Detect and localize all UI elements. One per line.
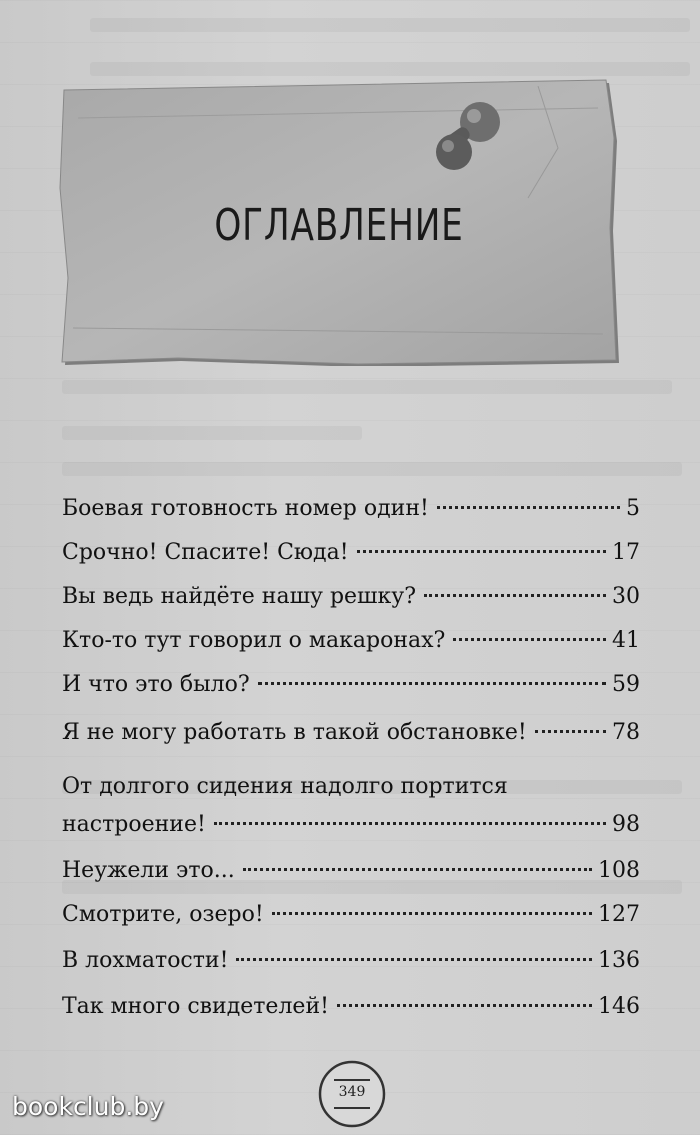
toc-item[interactable]: [62, 946, 640, 976]
toc-item-page: 5: [626, 496, 640, 521]
leader-dots: [437, 505, 620, 509]
toc-item-page: 98: [612, 812, 640, 837]
toc-item-title: Вы ведь найдёте нашу решку?: [62, 584, 416, 609]
leader-dots: [424, 593, 606, 597]
toc-item-page: 59: [612, 672, 640, 697]
toc-item-page: 30: [612, 584, 640, 609]
show-through-line: [90, 62, 690, 76]
toc-item-title: Так много свидетелей!: [62, 994, 329, 1019]
toc-item[interactable]: [62, 670, 640, 700]
toc-item-title: Срочно! Спасите! Сюда!: [62, 540, 349, 565]
toc-item-title: От долгого сидения надолго портится: [62, 774, 508, 799]
toc-item-title: Неужели это...: [62, 858, 235, 883]
leader-dots: [243, 867, 592, 871]
toc-item-title: Боевая готовность номер один!: [62, 496, 429, 521]
toc-item[interactable]: [62, 582, 640, 612]
toc-item[interactable]: [62, 992, 640, 1022]
toc-item-title: И что это было?: [62, 672, 250, 697]
toc-item-page: 17: [612, 540, 640, 565]
leader-dots: [337, 1003, 592, 1007]
leader-dots: [236, 957, 592, 961]
leader-dots: [272, 911, 592, 915]
toc-item-page: 41: [612, 628, 640, 653]
toc-item[interactable]: [62, 772, 640, 840]
pinned-note: [58, 78, 620, 366]
leader-dots: [453, 637, 606, 641]
leader-dots: [357, 549, 606, 553]
page-number-badge: [316, 1058, 388, 1130]
toc-item-page: 146: [598, 994, 640, 1019]
watermark: bookclub.by: [12, 1092, 164, 1121]
push-pin-icon: [428, 92, 518, 182]
toc-item[interactable]: [62, 900, 640, 930]
toc-item[interactable]: [62, 718, 640, 748]
toc-item[interactable]: [62, 538, 640, 568]
leader-dots: [214, 821, 606, 825]
toc-item[interactable]: [62, 494, 640, 524]
toc-item[interactable]: [62, 626, 640, 656]
toc-item-title: Я не могу работать в такой обстановке!: [62, 720, 527, 745]
leader-dots: [535, 729, 606, 733]
show-through-line: [62, 426, 362, 440]
toc-item-title: В лохматости!: [62, 948, 229, 973]
toc-item-page: 136: [598, 948, 640, 973]
show-through-line: [62, 462, 682, 476]
show-through-line: [62, 380, 672, 394]
toc-item-title: Смотрите, озеро!: [62, 902, 264, 927]
toc-item-page: 78: [612, 720, 640, 745]
page-title: ОГЛАВЛЕНИЕ: [214, 200, 464, 251]
toc-item-page: 127: [598, 902, 640, 927]
page-number: 349: [338, 1084, 366, 1100]
toc-item-page: 108: [598, 858, 640, 883]
toc-item[interactable]: [62, 856, 640, 886]
toc-item-title-continued: настроение!: [62, 812, 206, 837]
show-through-line: [90, 18, 690, 32]
leader-dots: [258, 681, 606, 685]
toc-item-title: Кто-то тут говорил о макаронах?: [62, 628, 446, 653]
